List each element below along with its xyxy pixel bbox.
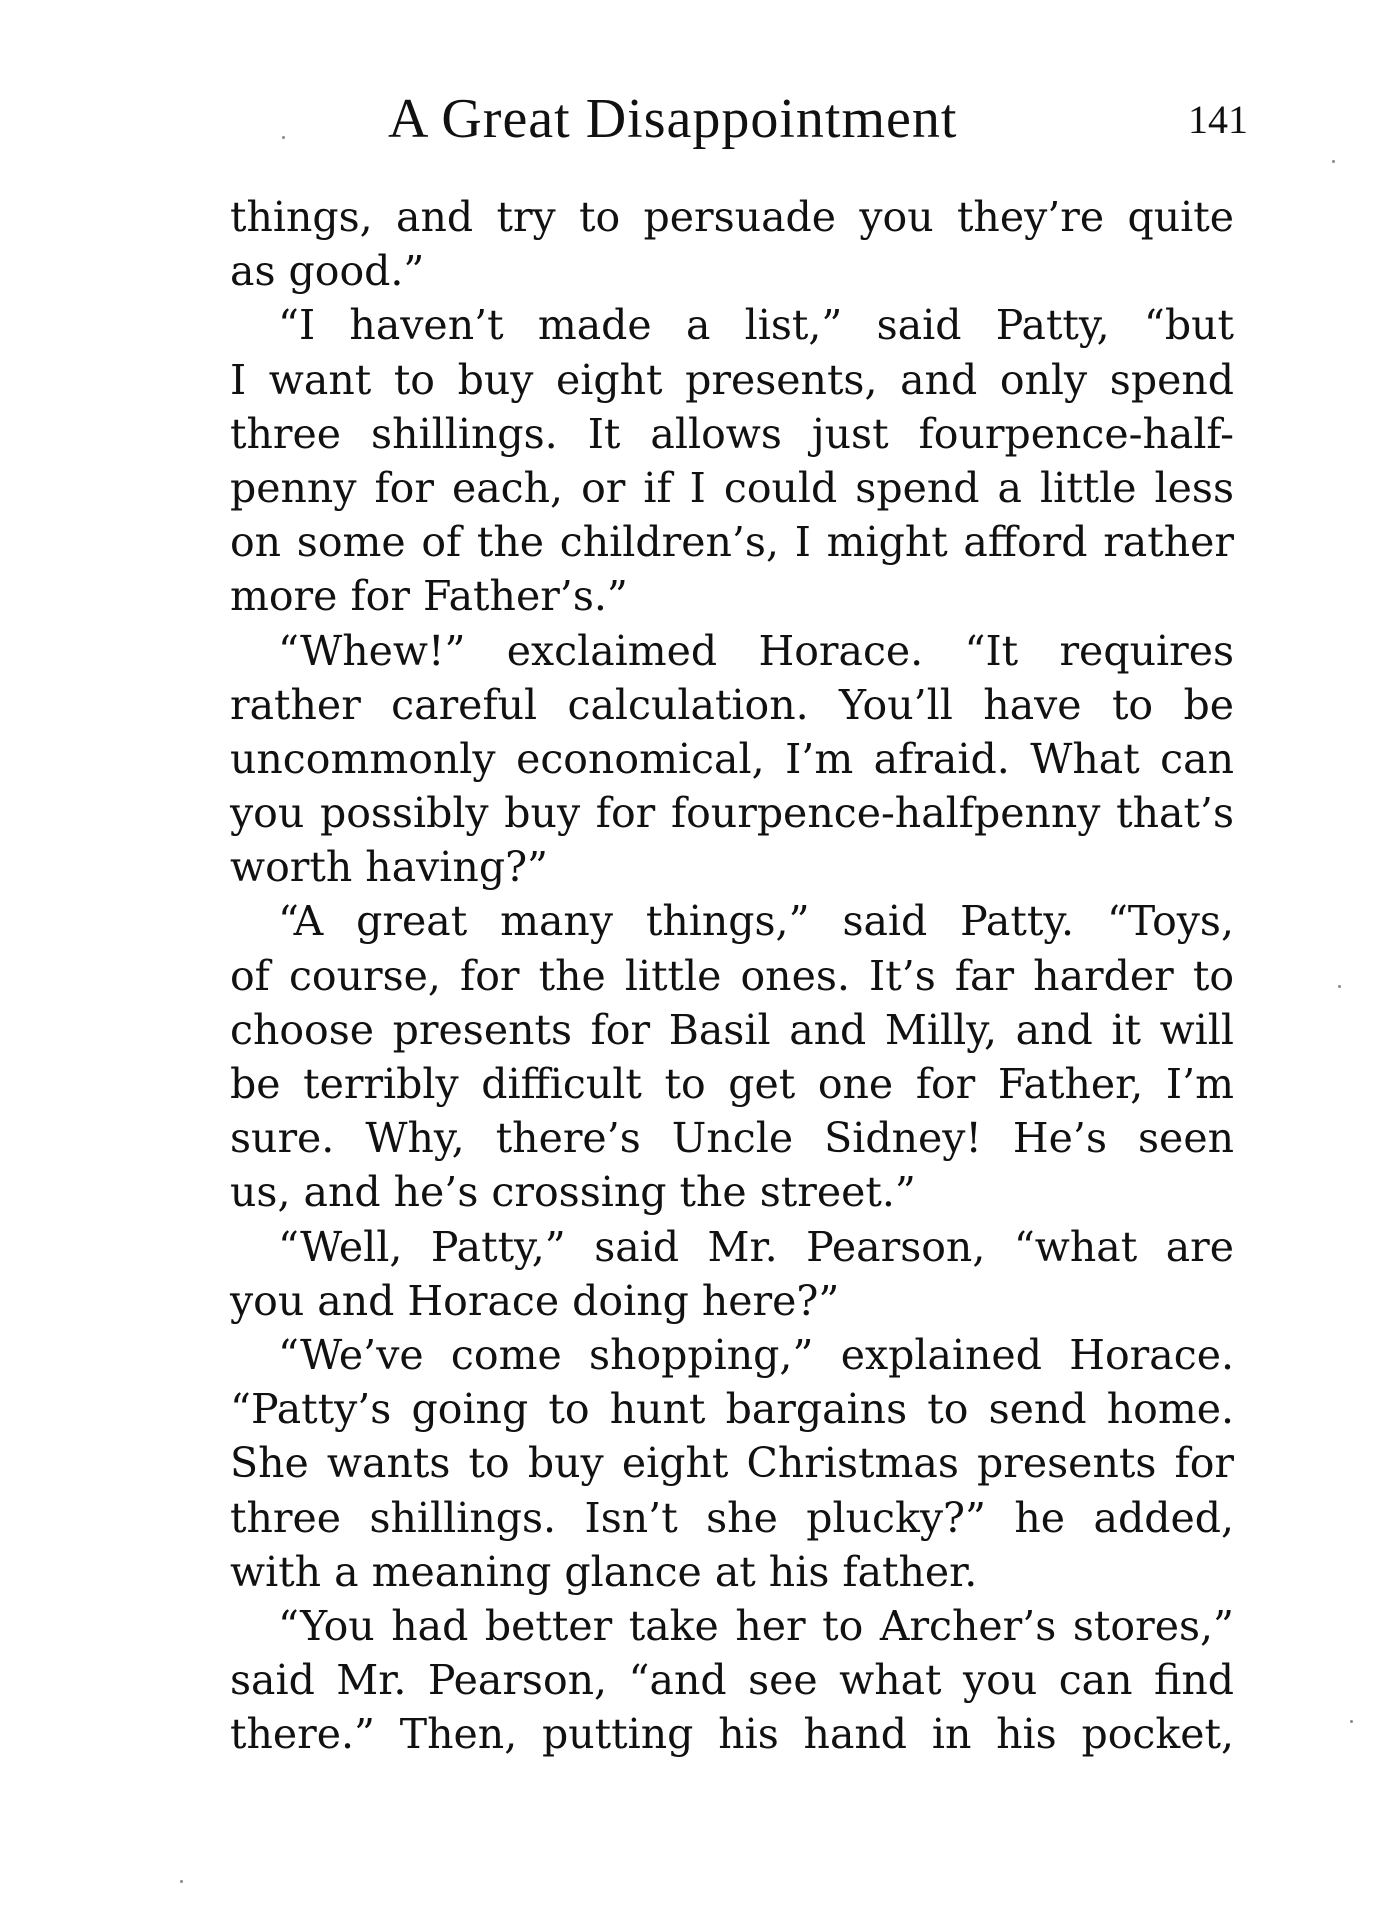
text-line: with a meaning glance at his father. — [230, 1547, 978, 1596]
text-line: said Mr. Pearson, “and see what you can find — [230, 1656, 1234, 1705]
text-line: be terribly difficult to get one for Father, I’m — [230, 1060, 1234, 1108]
text-line: rather careful calculation. You’ll have to be — [230, 680, 1234, 729]
text-line: “We’ve come shopping,” explained Horace. — [278, 1330, 1234, 1379]
text-line: things, and try to persuade you they’re quite — [230, 193, 1234, 241]
page-number: 141 — [1188, 97, 1248, 142]
paper-speck — [282, 136, 285, 139]
text-line: She wants to buy eight Christmas presents for — [230, 1439, 1234, 1488]
text-line: of course, for the little ones. It’s far harder to — [230, 951, 1234, 1000]
text-line: I want to buy eight presents, and only spend — [230, 355, 1234, 404]
text-line: “Patty’s going to hunt bargains to send home. — [230, 1385, 1234, 1434]
text-line: three shillings. It allows just fourpence-half- — [230, 409, 1234, 458]
text-line: “Well, Patty,” said Mr. Pearson, “what are — [278, 1222, 1234, 1271]
text-line: more for Father’s.” — [230, 572, 628, 621]
text-line: us, and he’s crossing the street.” — [230, 1168, 916, 1217]
body-text — [230, 190, 1234, 1761]
paper-speck — [180, 1880, 183, 1883]
text-line: on some of the children’s, I might afford rather — [230, 518, 1234, 567]
running-head — [388, 84, 1248, 154]
paper-speck — [1338, 985, 1341, 988]
text-line: sure. Why, there’s Uncle Sidney! He’s seen — [230, 1114, 1234, 1163]
paper-speck — [1332, 160, 1335, 163]
text-line: you possibly buy for fourpence-halfpenny that’s — [230, 789, 1234, 838]
text-line: you and Horace doing here?” — [230, 1276, 840, 1325]
text-line: as good.” — [230, 247, 425, 296]
text-line: worth having?” — [230, 843, 549, 892]
text-line: choose presents for Basil and Milly, and it will — [230, 1005, 1234, 1054]
chapter-title: A Great Disappointment — [388, 88, 958, 150]
text-line: “I haven’t made a list,” said Patty, “but — [278, 301, 1234, 350]
text-line: three shillings. Isn’t she plucky?” he added, — [230, 1493, 1234, 1542]
text-line: uncommonly economical, I’m afraid. What can — [230, 734, 1234, 783]
text-line: “You had better take her to Archer’s stores,” — [278, 1601, 1234, 1650]
text-line: “A great many things,” said Patty. “Toys, — [278, 897, 1234, 946]
paper-speck — [1350, 1720, 1353, 1723]
text-line: penny for each, or if I could spend a little less — [230, 463, 1234, 512]
text-line: there.” Then, putting his hand in his pocket, — [230, 1710, 1234, 1759]
text-line: “Whew!” exclaimed Horace. “It requires — [278, 626, 1234, 675]
